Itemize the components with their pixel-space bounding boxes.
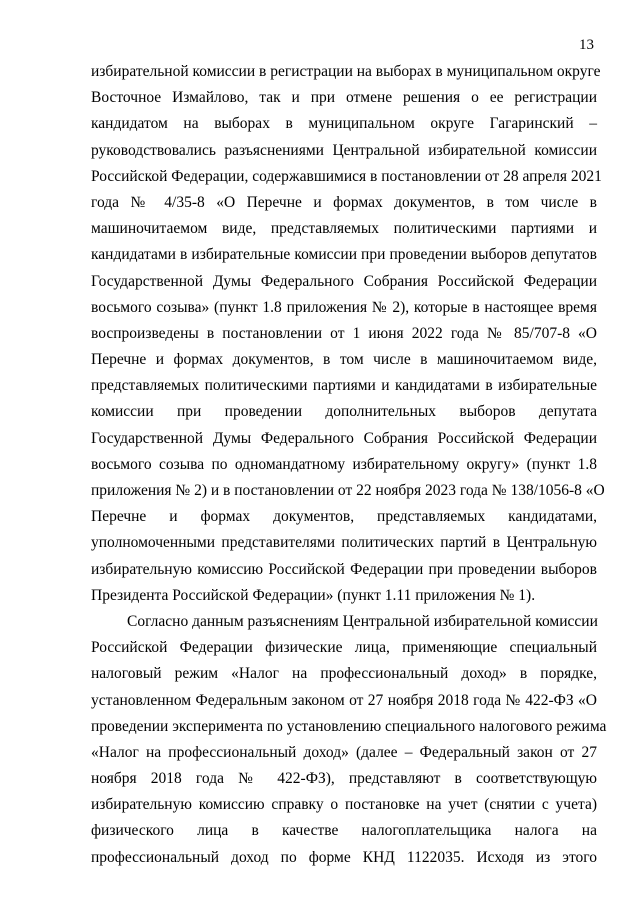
text-line: восьмого созыва» (пункт 1.8 приложения № 2), которые в настоящее время — [91, 298, 597, 316]
text-line: Российской Федерации, содержавшимися в постановлении от 28 апреля 2021 — [91, 167, 602, 185]
text-line: кандидатом на выборах в муниципальном округе Гагаринский – — [91, 115, 597, 133]
text-line: восьмого созыва по одномандатному избирательному округу» (пункт 1.8 — [91, 455, 597, 473]
paragraph-2 — [91, 609, 607, 871]
text-line: избирательную комиссию Российской Федерации при проведении выборов — [91, 560, 597, 578]
text-line: кандидатами в избирательные комиссии при проведении выборов депутатов — [91, 246, 597, 264]
text-line: профессиональный доход по форме КНД 1122035. Исходя из этого — [91, 848, 597, 866]
text-line: Согласно данным разъяснениям Центральной избирательной комиссии — [127, 612, 598, 630]
text-line: Государственной Думы Федерального Собрания Российской Федерации — [91, 429, 597, 447]
text-line: установленном Федеральным законом от 27 ноября 2018 года № 422-ФЗ «О — [91, 691, 597, 709]
text-line: уполномоченными представителями политических партий в Центральную — [91, 534, 597, 552]
text-line: Перечне и формах документов, в том числе в машиночитаемом виде, — [91, 351, 597, 369]
text-line: представляемых политическими партиями и кандидатами в избирательные — [91, 377, 597, 395]
text-line: избирательной комиссии в регистрации на выборах в муниципальном округе — [91, 63, 601, 80]
text-line: воспроизведены в постановлении от 1 июня 2022 года № 85/707-8 «О — [91, 324, 597, 342]
text-line: машиночитаемом виде, представляемых политическими партиями и — [91, 220, 597, 238]
text-line: приложения № 2) и в постановлении от 22 ноября 2023 года № 138/1056-8 «О — [91, 482, 605, 499]
text-line: года № 4/35-8 «О Перечне и формах документов, в том числе в — [91, 193, 597, 211]
text-line: руководствовались разъяснениями Центральной избирательной комиссии — [91, 141, 597, 159]
text-line: «Налог на профессиональный доход» (далее – Федеральный закон от 27 — [91, 743, 597, 761]
text-line: Государственной Думы Федерального Собрания Российской Федерации — [91, 272, 597, 290]
text-line: проведении эксперимента по установлению специального налогового режима — [91, 717, 607, 735]
document-body — [91, 59, 607, 871]
text-line: Российской Федерации физические лица, применяющие специальный — [91, 639, 597, 657]
text-line: избирательную комиссию справку о постановке на учет (снятии с учета) — [91, 796, 597, 814]
text-line: физического лица в качестве налогоплательщика налога на — [91, 822, 597, 840]
text-line: Президента Российской Федерации» (пункт 1.11 приложения № 1). — [91, 586, 536, 604]
text-line: комиссии при проведении дополнительных выборов депутата — [91, 403, 597, 421]
text-line: ноября 2018 года № 422-ФЗ), представляют в соответствующую — [91, 770, 597, 788]
text-line: Восточное Измайлово, так и при отмене решения о ее регистрации — [91, 89, 597, 107]
page-number: 13 — [579, 37, 594, 53]
text-line: налоговый режим «Налог на профессиональный доход» в порядке, — [91, 665, 597, 683]
text-line: Перечне и формах документов, представляемых кандидатами, — [91, 508, 597, 526]
paragraph-1 — [91, 59, 605, 609]
